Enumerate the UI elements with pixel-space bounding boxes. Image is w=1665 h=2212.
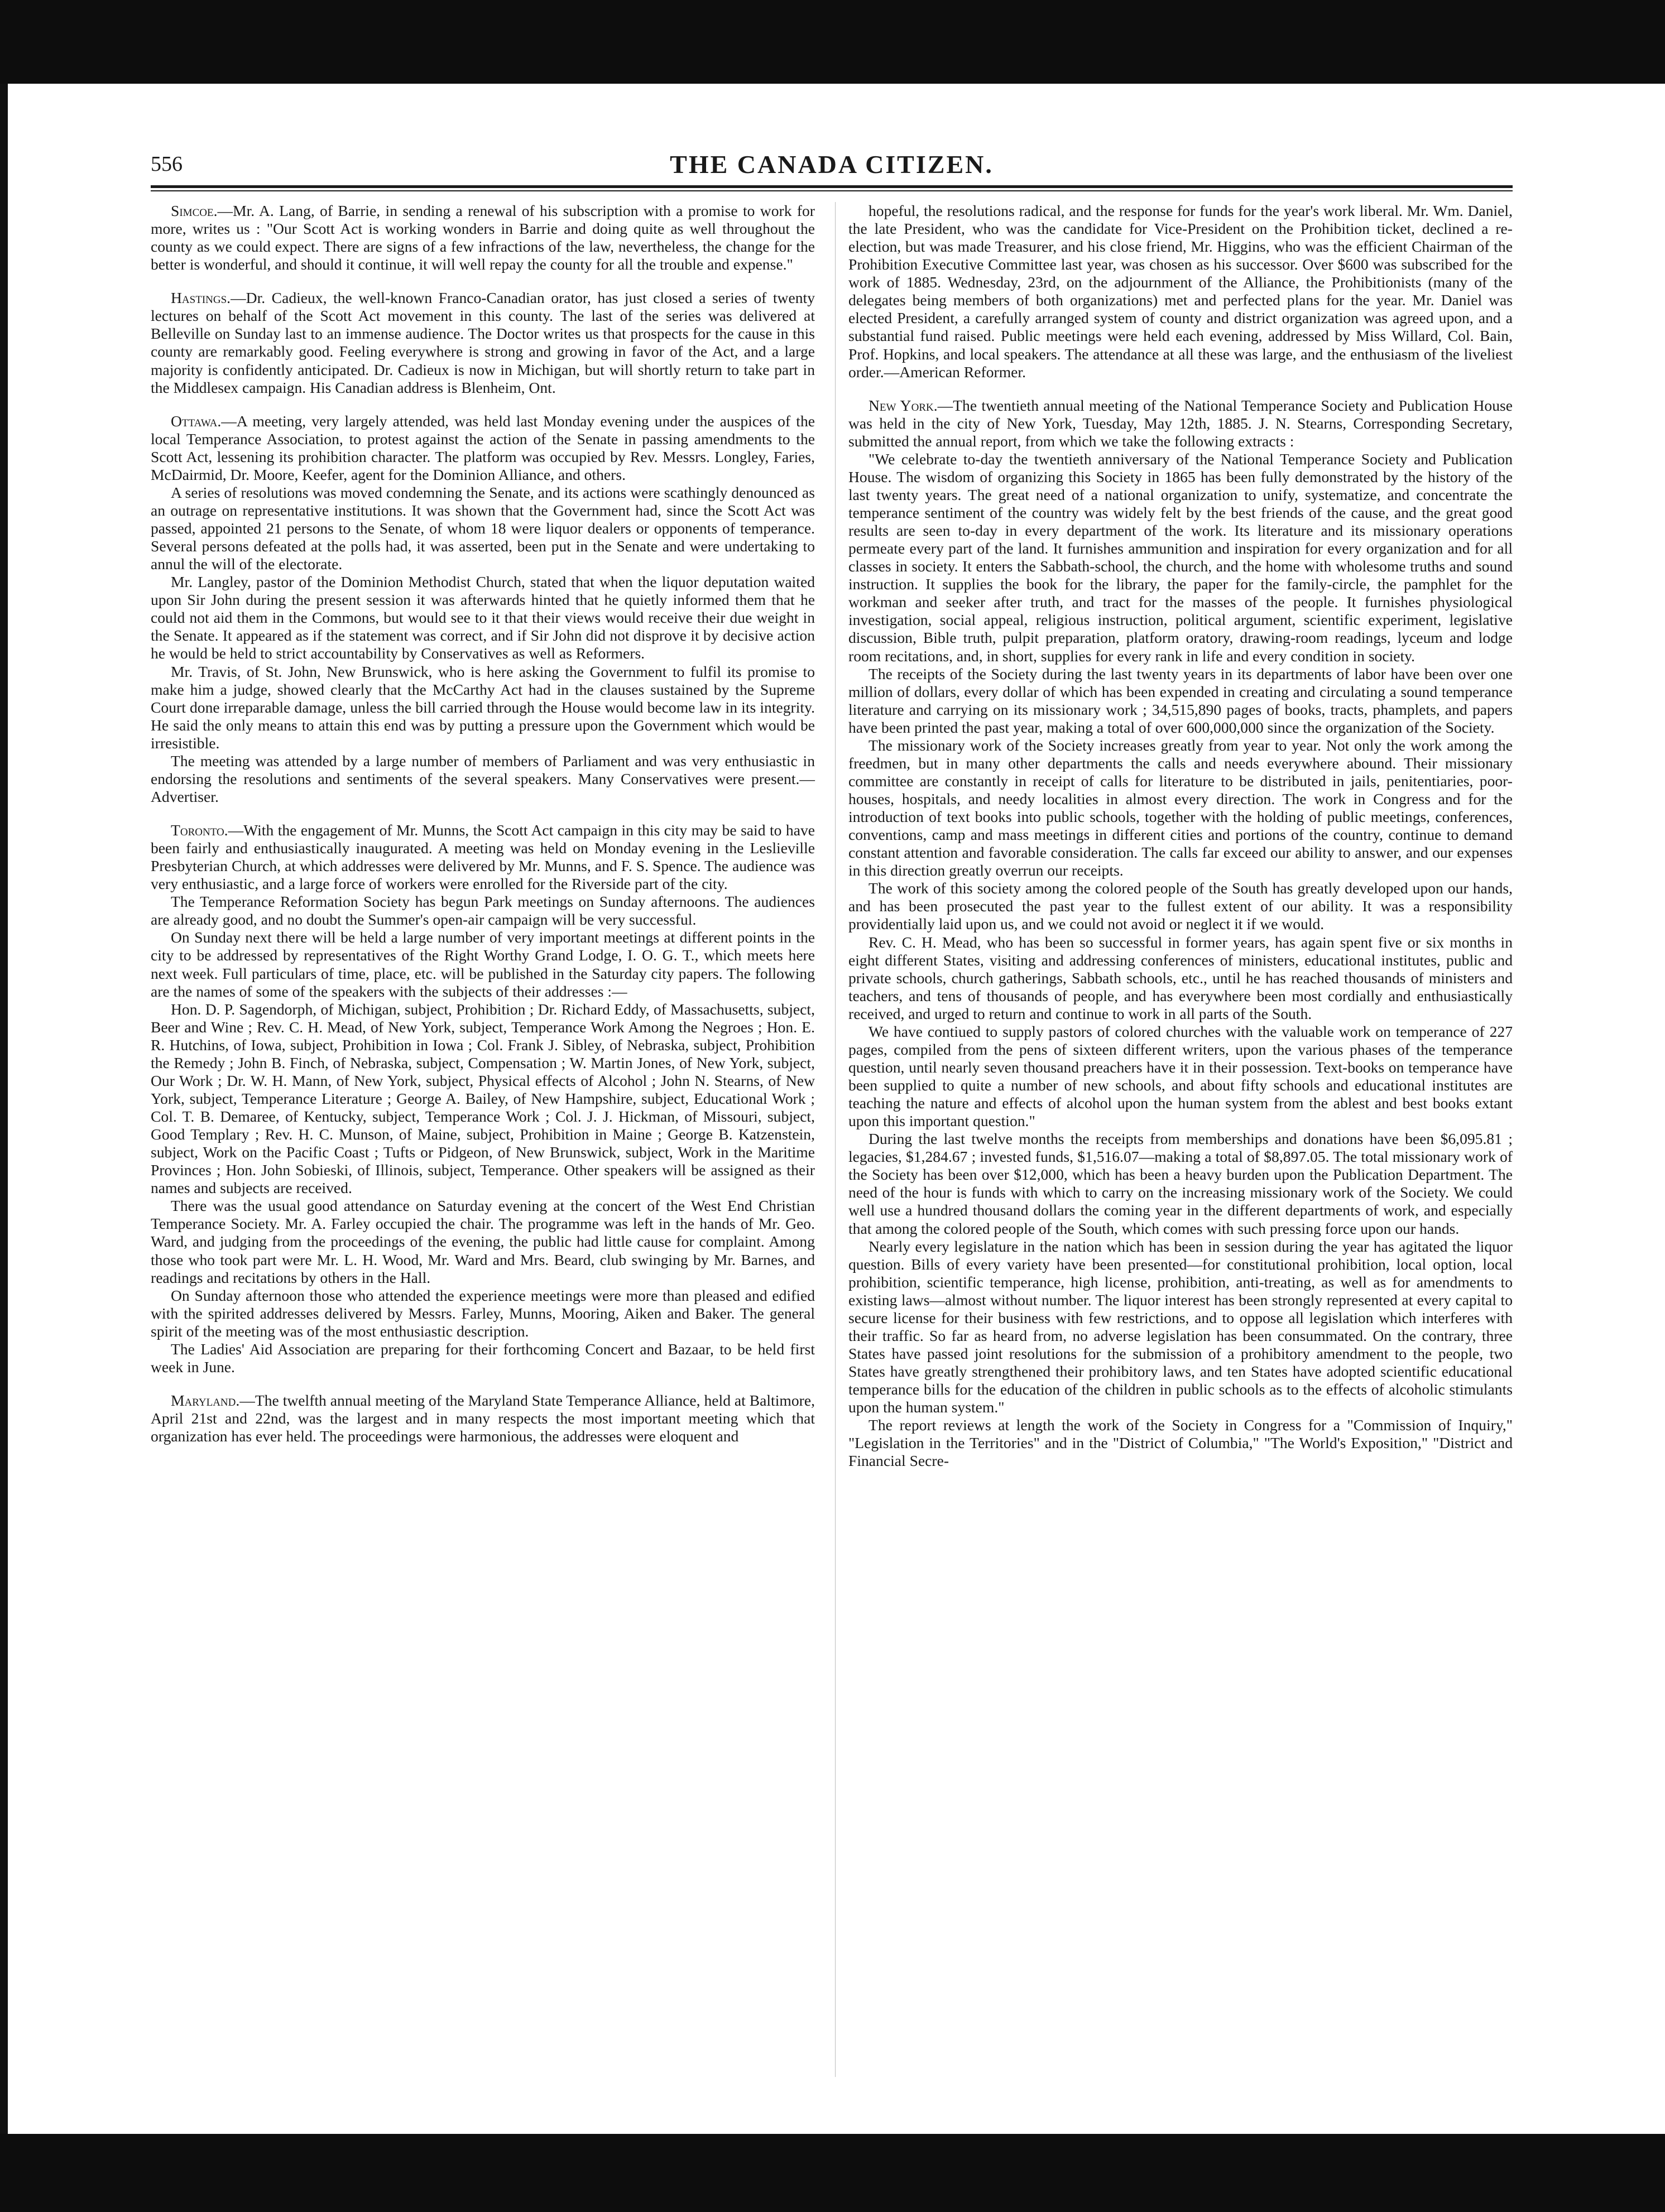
scan-border-top bbox=[0, 0, 1665, 84]
paragraph-text: The work of this society among the colored people of the South has greatly developed upon our hands, and has been prosecuted the past year to the fullest extent of our ability. It was a responsibility providentially laid upon us, and we could not avoid or neglect it if we would. bbox=[848, 879, 1513, 933]
paragraph-text: —The twelfth annual meeting of the Maryland State Temperance Alliance, held at Baltimore, April 21st and 22nd, was the largest and in many respects the most important meeting which that organization has ever held. The proceedings were harmonious, the addresses were eloquent and bbox=[151, 1391, 815, 1445]
article-paragraph bbox=[151, 1197, 815, 1286]
paragraph-text: On Sunday afternoon those who attended the experience meetings were more than pleased and edified with the spirited addresses delivered by Messrs. Farley, Munns, Mooring, Aiken and Baker. The general spirit of the meeting was of the most enthusiastic description. bbox=[151, 1286, 815, 1340]
paragraph-text: A series of resolutions was moved condemning the Senate, and its actions were scathingly denounced as an outrage on representative institutions. It was shown that the Government had, since the Scott Act was passed, appointed 21 persons to the Senate, of whom 18 were liquor dealers or opponents of temperance. Several persons defeated at the polls had, it was asserted, been put in the Senate and were undertaking to annul the will of the electorate. bbox=[151, 483, 815, 573]
article-paragraph bbox=[151, 663, 815, 752]
article-paragraph bbox=[151, 893, 815, 929]
page-header bbox=[151, 150, 1513, 183]
section-heading: Ottawa. bbox=[171, 412, 222, 430]
paragraph-text: On Sunday next there will be held a large number of very important meetings at different points in the city to be addressed by representatives of the Right Worthy Grand Lodge, I. O. G. T., which meets here next week. Full particulars of time, place, etc. will be published in the Saturday city papers. The following are the names of some of the speakers with the subjects of their addresses :— bbox=[151, 929, 815, 1000]
article-paragraph bbox=[151, 1340, 815, 1376]
paragraph-text: hopeful, the resolutions radical, and the response for funds for the year's work liberal. Mr. Wm. Daniel, the late President, who was the candidate for Vice-President on the Prohibition ticket, declined a re-election, but was made Treasurer, and his close friend, Mr. Higgins, who was the efficient Chairman of the Prohibition Executive Committee last year, was chosen as his successor. Over $600 was subscribed for the work of 1885. Wednesday, 23rd, on the adjournment of the Alliance, the Prohibitionists (many of the delegates being members of both organizations) met and perfected plans for the year. Mr. Daniel was elected President, a carefully arranged system of county and district organization was agreed upon, and a substantial fund raised. Public meetings were held each evening, addressed by Miss Willard, Col. Bain, Prof. Hopkins, and local speakers. The attendance at all these was large, and the enthusiasm of the liveliest order.—American Reformer. bbox=[848, 202, 1513, 381]
paragraph-text: —Mr. A. Lang, of Barrie, in sending a renewal of his subscription with a promise to work for more, writes us : "Our Scott Act is working wonders in Barrie and doing quite as well throughout the county as we could expect. There are signs of a few infractions of the law, nevertheless, the change for the better is wonderful, and should it continue, it will well repay the county for all the trouble and expense." bbox=[151, 202, 815, 273]
scan-edge-left bbox=[0, 84, 8, 2134]
column-gutter bbox=[835, 202, 836, 2077]
article-paragraph bbox=[151, 484, 815, 573]
article-paragraph bbox=[848, 934, 1513, 1023]
paragraph-text: The Temperance Reformation Society has begun Park meetings on Sunday afternoons. The audiences are already good, and no doubt the Summer's open-air campaign will be very successful. bbox=[151, 893, 815, 929]
paragraph-text: We have contiued to supply pastors of colored churches with the valuable work on temperance of 227 pages, compiled from the pens of sixteen different writers, upon the various phases of the temperance question, until nearly seven thousand preachers have it in their possession. Text-books on temperance have been supplied to quite a number of new schools, and about fifty schools and educational institutes are teaching the nature and effects of alcohol upon the human system from the ablest and best books extant upon this important question." bbox=[848, 1022, 1513, 1130]
paragraph-text: Hon. D. P. Sagendorph, of Michigan, subject, Prohibition ; Dr. Richard Eddy, of Massachusetts, subject, Beer and Wine ; Rev. C. H. Mead, of New York, subject, Temperance Work Among the Negroes ; Hon. E. R. Hutchins, of Iowa, subject, Prohibition in Iowa ; Col. Frank J. Sibley, of Nebraska, subject, Prohibition the Remedy ; John B. Finch, of Nebraska, subject, Compensation ; W. Martin Jones, of New York, subject, Our Work ; Dr. W. H. Mann, of New York, subject, Physical effects of Alcohol ; John N. Stearns, of New York, subject, Temperance Literature ; George A. Bailey, of New Hampshire, subject, Educational Work ; Col. T. B. Demaree, of Kentucky, subject, Temperance Work ; Col. J. J. Hickman, of Missouri, subject, Good Templary ; Rev. H. C. Munson, of Maine, subject, Prohibition in Maine ; George B. Katzenstein, subject, Work on the Pacific Coast ; Tufts or Pidgeon, of New Brunswick, subject, Work in the Maritime Provinces ; Hon. John Sobieski, of Illinois, subject, Temperance. Other speakers will be assigned as their names and subjects are received. bbox=[151, 1000, 815, 1197]
right-column bbox=[848, 202, 1513, 1470]
paragraph-text: The Ladies' Aid Association are preparing for their forthcoming Concert and Bazaar, to be held first week in June. bbox=[151, 1340, 815, 1376]
paragraph-text: "We celebrate to-day the twentieth anniversary of the National Temperance Society and Publication House. The wisdom of organizing this Society in 1865 has been fully demonstrated by the history of the last twenty years. The great need of a national organization to unify, systematize, and concentrate the temperance sentiment of the country was widely felt by the best friends of the cause, and the great good results are seen to-day in every department of the work. Its literature and its missionary operations permeate every part of the land. It furnishes ammunition and inspiration for every organization and for all classes in society. It enters the Sabbath-school, the church, and the home with wholesome truths and sound instruction. It supplies the book for the library, the paper for the family-circle, the pamphlet for the workman and seeker after truth, and tract for the masses of the people. It furnishes physiological investigation, social appeal, religious instruction, political argument, scientific experiment, legislative discussion, Bible truth, pulpit preparation, platform oratory, drawing-room readings, lyceum and lodge room recitations, and, in short, supplies for every rank in life and every condition in society. bbox=[848, 450, 1513, 665]
paragraph-text: —A meeting, very largely attended, was held last Monday evening under the auspices of the local Temperance Association, to protest against the action of the Senate in passing amendments to the Scott Act, lessening its prohibition character. The platform was occupied by Rev. Messrs. Longley, Faries, McDairmid, Dr. Moore, Keefer, agent for the Dominion Alliance, and others. bbox=[151, 412, 815, 483]
header-rule-thin bbox=[151, 190, 1513, 191]
paragraph-text: —Dr. Cadieux, the well-known Franco-Canadian orator, has just closed a series of twenty lectures on behalf of the Scott Act movement in this county. The last of the series was delivered at Belleville on Sunday last to an immense audience. The Doctor writes us that prospects for the cause in this county are remarkably good. Feeling everywhere is strong and growing in favor of the Act, and a large majority is confidently anticipated. Dr. Cadieux is now in Michigan, but will shortly return to take part in the Middlesex campaign. His Canadian address is Blenheim, Ont. bbox=[151, 289, 815, 396]
article-paragraph bbox=[151, 752, 815, 806]
article-paragraph bbox=[151, 1392, 815, 1445]
article-paragraph bbox=[848, 879, 1513, 933]
article-paragraph bbox=[151, 412, 815, 484]
article-paragraph bbox=[151, 289, 815, 396]
section-heading: Simcoe. bbox=[171, 202, 218, 219]
article-paragraph bbox=[151, 573, 815, 662]
section-heading: Hastings. bbox=[171, 289, 231, 307]
article-paragraph bbox=[848, 1238, 1513, 1417]
article-paragraph bbox=[151, 202, 815, 273]
paragraph-text: There was the usual good attendance on Saturday evening at the concert of the West End Christian Temperance Society. Mr. A. Farley occupied the chair. The programme was left in the hands of Mr. Geo. Ward, and judging from the proceedings of the evening, the public had little cause for complaint. Among those who took part were Mr. L. H. Wood, Mr. Ward and Mrs. Beard, club swinging by Mr. Barnes, and readings and recitations by others in the Hall. bbox=[151, 1197, 815, 1286]
section-heading: Maryland. bbox=[171, 1391, 240, 1409]
paragraph-text: Rev. C. H. Mead, who has been so successful in former years, has again spent five or six months in eight different States, visiting and addressing conferences of ministers, educational institutes, public and private schools, church gatherings, Sabbath schools, etc., until he has reached thousands of ministers and teachers, and tens of thousands of people, and has everywhere been most cordially and enthusiastically received, and urged to return and continue to work in all parts of the South. bbox=[848, 933, 1513, 1022]
article-paragraph bbox=[151, 1001, 815, 1198]
page-number: 556 bbox=[151, 152, 183, 176]
article-paragraph bbox=[848, 665, 1513, 737]
paragraph-text: The report reviews at length the work of the Society in Congress for a "Commission of Inquiry," "Legislation in the Territories" and in the "District of Columbia," "The World's Exposition," "District and Financial Secre- bbox=[848, 1416, 1513, 1470]
scan-border-bottom bbox=[0, 2134, 1665, 2212]
header-rule bbox=[151, 185, 1513, 188]
article-paragraph bbox=[848, 737, 1513, 880]
section-heading: Toronto. bbox=[171, 821, 228, 839]
article-paragraph bbox=[151, 821, 815, 893]
paragraph-text: Mr. Langley, pastor of the Dominion Methodist Church, stated that when the liquor deputation waited upon Sir John during the present session it was afterwards hinted that he quietly informed them that he could not aid them in the Commons, but would see to it that their views would receive their due weight in the Senate. It appeared as if the statement was correct, and if Sir John did not disprove it by decisive action he would be held to strict accountability by Conservatives as well as Reformers. bbox=[151, 573, 815, 662]
paragraph-text: —The twentieth annual meeting of the National Temperance Society and Publication House was held in the city of New York, Tuesday, May 12th, 1885. J. N. Stearns, Corresponding Secretary, submitted the annual report, from which we take the following extracts : bbox=[848, 396, 1513, 450]
article-paragraph bbox=[848, 397, 1513, 450]
article-paragraph bbox=[151, 929, 815, 1000]
section-heading: New York. bbox=[869, 396, 938, 414]
article-paragraph bbox=[151, 1287, 815, 1340]
masthead-title: THE CANADA CITIZEN. bbox=[670, 150, 994, 179]
paragraph-text: The receipts of the Society during the last twenty years in its departments of labor have been over one million of dollars, every dollar of which has been expended in creating and circulating a sound temperance literature and carrying on its missionary work ; 34,515,890 pages of books, tracts, phamplets, and papers have been printed the past year, making a total of over 600,000,000 since the organization of the Society. bbox=[848, 665, 1513, 736]
paragraph-text: Mr. Travis, of St. John, New Brunswick, who is here asking the Government to fulfil its promise to make him a judge, showed clearly that the McCarthy Act had in the clauses sustained by the Supreme Court done irreparable damage, unless the bill carried through the House would become law in its integrity. He said the only means to attain this end was by putting a pressure upon the Government which would be irresistible. bbox=[151, 662, 815, 752]
article-paragraph bbox=[848, 450, 1513, 665]
article-paragraph bbox=[848, 1130, 1513, 1237]
article-paragraph bbox=[848, 202, 1513, 381]
paragraph-text: The meeting was attended by a large number of members of Parliament and was very enthusiastic in endorsing the resolutions and sentiments of the several speakers. Many Conservatives were present.—Advertiser. bbox=[151, 752, 815, 805]
article-paragraph bbox=[848, 1416, 1513, 1470]
paragraph-text: During the last twelve months the receipts from memberships and donations have been $6,095.81 ; legacies, $1,284.67 ; invested funds, $1,516.07—making a total of $8,897.05. The total missionary work of the Society has been over $12,000, which has been a heavy burden upon the Publication Department. The need of the hour is funds with which to carry on the increasing missionary work of the Society. We could well use a hundred thousand dollars the coming year in the different departments of work, and especially that among the colored people of the South, which comes with such pressing force upon our hands. bbox=[848, 1130, 1513, 1237]
left-column bbox=[151, 202, 815, 1445]
article-paragraph bbox=[848, 1023, 1513, 1130]
paragraph-text: —With the engagement of Mr. Munns, the Scott Act campaign in this city may be said to have been fairly and enthusiastically inaugurated. A meeting was held on Monday evening in the Leslieville Presbyterian Church, at which addresses were delivered by Mr. Munns, and F. S. Spence. The audience was very enthusiastic, and a large force of workers were enrolled for the Riverside part of the city. bbox=[151, 821, 815, 893]
paragraph-text: Nearly every legislature in the nation which has been in session during the year has agitated the liquor question. Bills of every variety have been presented—for constitutional prohibition, local option, local prohibition, scientific temperance, high license, prohibition, anti-treating, as well as for amendments to existing laws—almost without number. The liquor interest has been strongly represented at every capital to secure license for their business with few restrictions, and to oppose all legislation which interferes with their traffic. So far as heard from, no adverse legislation has been consummated. On the contrary, three States have passed joint resolutions for the submission of a prohibitory amendment to the people, two States have greatly strengthened their prohibitory laws, and ten States have adopted scientific educational temperance bills for the education of the children in public schools as to the effects of alcoholic stimulants upon the human system." bbox=[848, 1237, 1513, 1416]
paragraph-text: The missionary work of the Society increases greatly from year to year. Not only the work among the freedmen, but in many other departments the calls and needs everywhere abound. Their missionary committee are constantly in receipt of calls for literature to be distributed in jails, penitentiaries, poor-houses, hospitals, and needy localities in almost every direction. The work in Congress and for the introduction of text books into public schools, together with the holding of public meetings, conferences, conventions, camp and mass meetings in different cities and portions of the country, continue to demand constant attention and favorable consideration. The calls far exceed our ability to answer, and our expenses in this direction greatly overrun our receipts. bbox=[848, 736, 1513, 879]
